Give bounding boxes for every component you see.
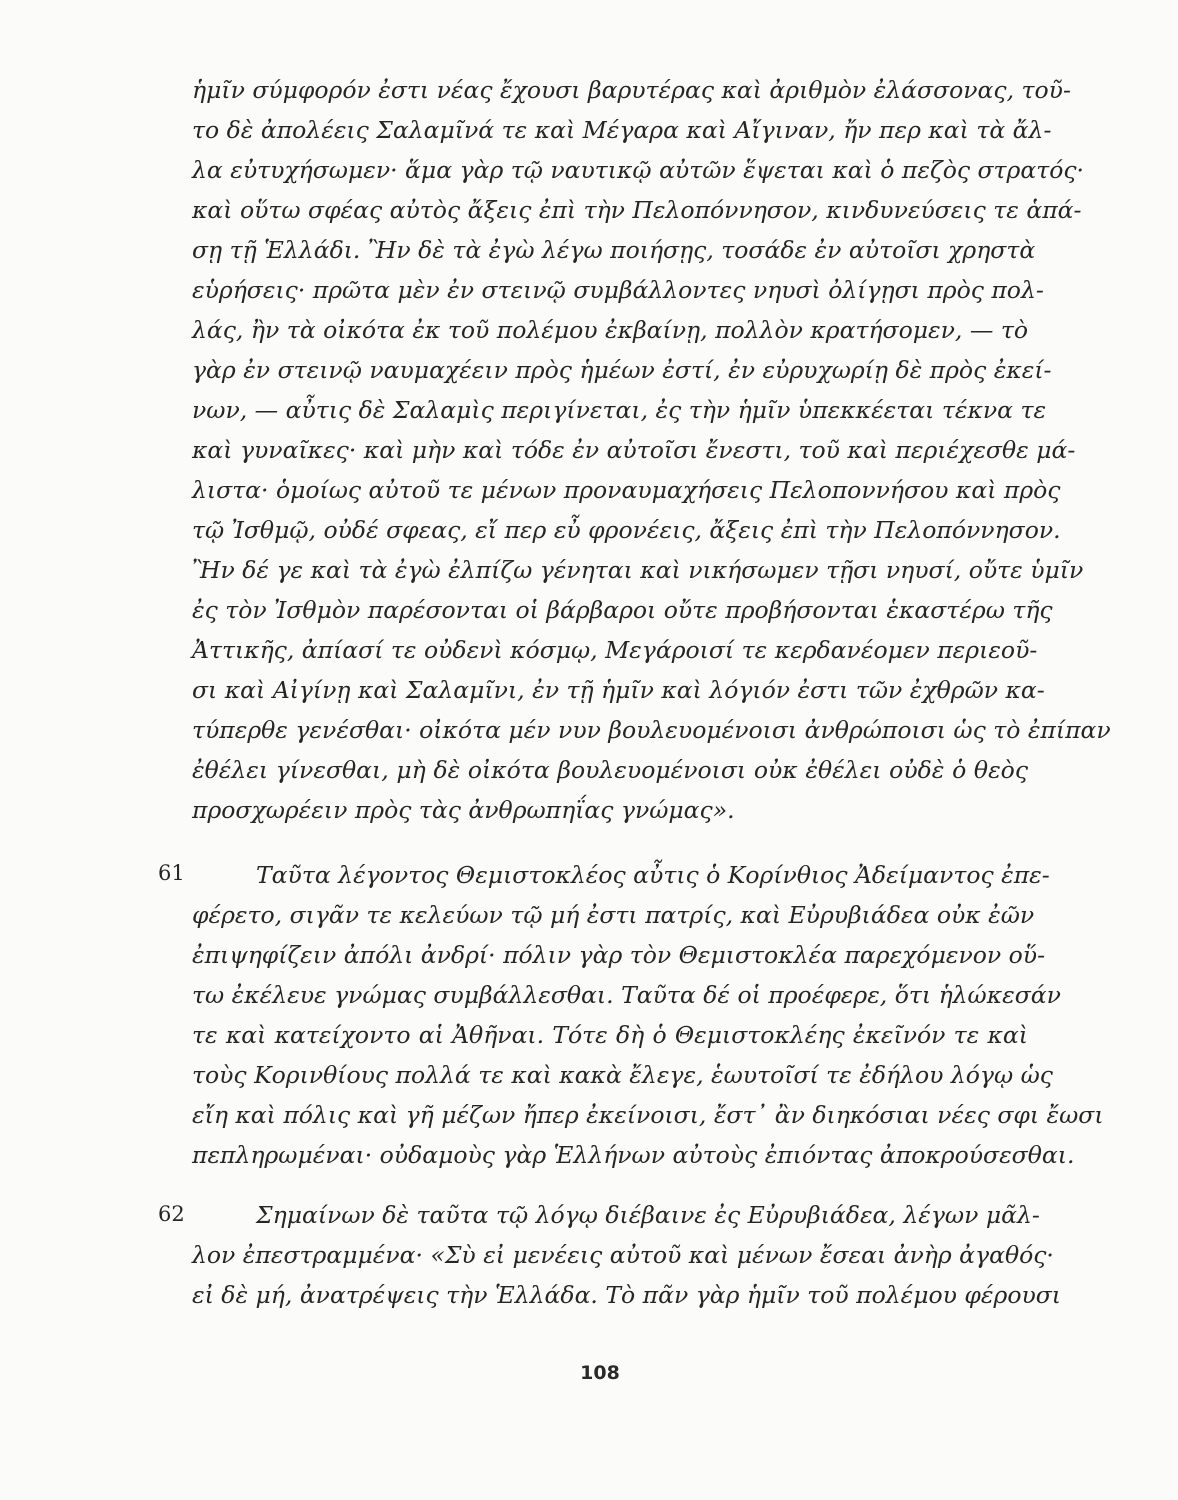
text-line: Ταῦτα λέγοντος Θεμιστοκλέος αὖτις ὁ Κορίνθιος Ἀδείμαντος ἐπε- — [256, 861, 1050, 889]
text-line: εἰ δὲ μή, ἀνατρέψεις τὴν Ἑλλάδα. Τὸ πᾶν γὰρ ἡμῖν τοῦ πολέμου φέρουσι — [192, 1281, 1062, 1309]
text-line: σι καὶ Αἰγίνῃ καὶ Σαλαμῖνι, ἐν τῇ ἡμῖν καὶ λόγιόν ἐστι τῶν ἐχθρῶν κα- — [192, 676, 1045, 704]
section-number: 61 — [158, 861, 185, 885]
text-line: νων, — αὖτις δὲ Σαλαμὶς περιγίνεται, ἐς τὴν ἡμῖν ὑπεκκέεται τέκνα τε — [192, 396, 1047, 424]
text-line: Ἢν δέ γε καὶ τὰ ἐγὼ ἐλπίζω γένηται καὶ νικήσωμεν τῇσι νηυσί, οὔτε ὑμῖν — [192, 556, 1084, 584]
text-line: Ἀττικῆς, ἀπίασί τε οὐδενὶ κόσμῳ, Μεγάροισί τε κερδανέομεν περιεοῦ- — [192, 636, 1038, 664]
text-line: καὶ γυναῖκες· καὶ μὴν καὶ τόδε ἐν αὐτοῖσι ἔνεστι, τοῦ καὶ περιέχεσθε μά- — [192, 436, 1076, 464]
text-line: λάς, ἢν τὰ οἰκότα ἐκ τοῦ πολέμου ἐκβαίνῃ, πολλὸν κρατήσομεν, — τὸ — [192, 316, 1028, 344]
text-line: φέρετο, σιγᾶν τε κελεύων τῷ μή ἐστι πατρίς, καὶ Εὐρυβιάδεα οὐκ ἐῶν — [192, 901, 1035, 929]
text-line: τε καὶ κατείχοντο αἱ Ἀθῆναι. Τότε δὴ ὁ Θεμιστοκλέης ἐκεῖνόν τε καὶ — [192, 1021, 1028, 1049]
text-line: προσχωρέειν πρὸς τὰς ἀνθρωπηΐας γνώμας». — [192, 796, 735, 824]
text-line: ἡμῖν σύμφορόν ἐστι νέας ἔχουσι βαρυτέρας καὶ ἀριθμὸν ἐλάσσονας, τοῦ- — [192, 76, 1071, 104]
text-line: τοὺς Κορινθίους πολλά τε καὶ κακὰ ἔλεγε, ἑωυτοῖσί τε ἐδήλου λόγῳ ὡς — [192, 1061, 1053, 1089]
text-line: το δὲ ἀπολέεις Σαλαμῖνά τε καὶ Μέγαρα καὶ Αἴγιναν, ἤν περ καὶ τὰ ἄλ- — [192, 116, 1052, 144]
text-line: τω ἐκέλευε γνώμας συμβάλλεσθαι. Ταῦτα δέ οἱ προέφερε, ὅτι ἡλώκεσάν — [192, 981, 1061, 1009]
text-line: ἐς τὸν Ἰσθμὸν παρέσονται οἱ βάρβαροι οὔτε προβήσονται ἑκαστέρω τῆς — [192, 596, 1053, 624]
text-line: λιστα· ὁμοίως αὐτοῦ τε μένων προναυμαχήσεις Πελοποννήσου καὶ πρὸς — [192, 476, 1061, 504]
text-line: τύπερθε γενέσθαι· οἰκότα μέν νυν βουλευομένοισι ἀνθρώποισι ὡς τὸ ἐπίπαν — [192, 716, 1111, 744]
text-line: εἴη καὶ πόλις καὶ γῆ μέζων ἤπερ ἐκείνοισι, ἔστ᾽ ἂν διηκόσιαι νέες σφι ἔωσι — [192, 1101, 1104, 1129]
text-line: Σημαίνων δὲ ταῦτα τῷ λόγῳ διέβαινε ἐς Εὐρυβιάδεα, λέγων μᾶλ- — [256, 1201, 1040, 1229]
text-line: εὑρήσεις· πρῶτα μὲν ἐν στεινῷ συμβάλλοντες νηυσὶ ὀλίγῃσι πρὸς πολ- — [192, 276, 1044, 304]
text-line: λα εὐτυχήσωμεν· ἅμα γὰρ τῷ ναυτικῷ αὐτῶν ἕψεται καὶ ὁ πεζὸς στρατός· — [192, 156, 1085, 184]
section-number: 62 — [158, 1202, 185, 1226]
text-line: πεπληρωμέναι· οὐδαμοὺς γὰρ Ἑλλήνων αὐτοὺς ἐπιόντας ἀποκρούσεσθαι. — [192, 1141, 1075, 1169]
text-line: γὰρ ἐν στεινῷ ναυμαχέειν πρὸς ἡμέων ἐστί, ἐν εὐρυχωρίῃ δὲ πρὸς ἐκεί- — [192, 356, 1052, 384]
text-line: ἐπιψηφίζειν ἀπόλι ἀνδρί· πόλιν γὰρ τὸν Θεμιστοκλέα παρεχόμενον οὕ- — [192, 941, 1046, 969]
text-line: σῃ τῇ Ἑλλάδι. Ἢν δὲ τὰ ἐγὼ λέγω ποιήσῃς, τοσάδε ἐν αὐτοῖσι χρηστὰ — [192, 236, 1036, 264]
text-line: καὶ οὕτω σφέας αὐτὸς ἄξεις ἐπὶ τὴν Πελοπόννησον, κινδυνεύσεις τε ἁπά- — [192, 196, 1082, 224]
text-line: ἐθέλει γίνεσθαι, μὴ δὲ οἰκότα βουλευομένοισι οὐκ ἐθέλει οὐδὲ ὁ θεὸς — [192, 756, 1028, 784]
page-number: 108 — [580, 1362, 620, 1384]
text-line: τῷ Ἰσθμῷ, οὐδέ σφεας, εἴ περ εὖ φρονέεις, ἄξεις ἐπὶ τὴν Πελοπόννησον. — [192, 516, 1061, 544]
text-line: λον ἐπεστραμμένα· «Σὺ εἰ μενέεις αὐτοῦ καὶ μένων ἔσεαι ἀνὴρ ἀγαθός· — [192, 1241, 1054, 1269]
